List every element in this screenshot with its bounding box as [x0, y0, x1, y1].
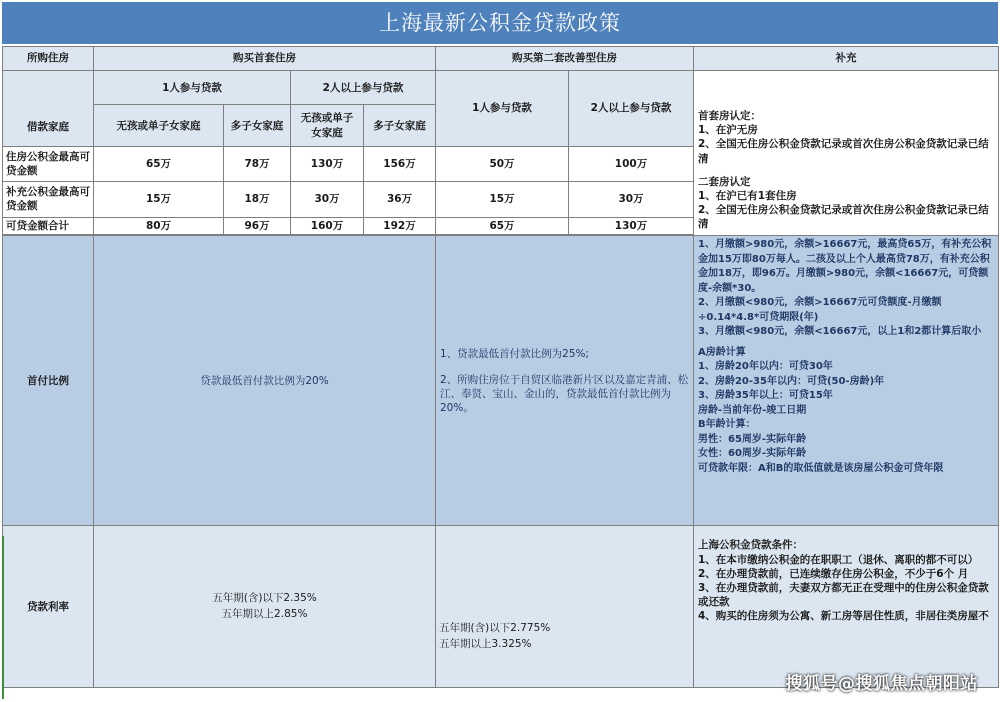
first-two-multi-child: 多子女家庭	[364, 105, 436, 147]
rate-label: 贷款利率	[3, 526, 94, 688]
down-payment-row	[3, 236, 999, 526]
down-payment-label: 首付比例	[3, 236, 94, 526]
notes-quota-calc	[694, 236, 999, 526]
cell-value: 80万	[94, 217, 224, 235]
policy-table	[2, 46, 999, 688]
col-housing-type: 所购住房	[3, 47, 94, 71]
note-line: 上海公积金贷款条件：	[698, 539, 803, 552]
watermark: 搜狐号@搜狐焦点朝阳站	[785, 674, 978, 694]
cell-value: 30万	[291, 182, 364, 217]
first-one-person: 1人参与贷款	[94, 71, 291, 105]
note-line: 3、月缴额<980元，余额<16667元，以上1和2都计算后取小	[698, 326, 982, 338]
note-line: 1、在沪已有1套住房	[698, 189, 797, 202]
family-label	[3, 71, 94, 147]
note-line: 3、房龄35年以上：可贷15年	[698, 390, 833, 402]
first-one-no-child: 无孩或单子女家庭	[94, 105, 224, 147]
note-line: A房龄计算	[698, 346, 746, 358]
cell-value: 36万	[364, 182, 436, 217]
note-line: 1、在沪无房	[698, 124, 758, 137]
supplement-fund-label: 补充公积金最高可贷金额	[3, 182, 94, 217]
interest-rate-row	[3, 526, 999, 688]
note-line: 女性：60周岁-实际年龄	[698, 448, 807, 460]
subheader-row	[3, 71, 999, 105]
note-line: 二套房认定	[698, 175, 751, 188]
header-row	[3, 47, 999, 71]
down-payment-second	[436, 236, 694, 526]
selection-edge	[2, 536, 4, 699]
note-line: 1、房龄20年以内：可贷30年	[698, 361, 833, 373]
rate-first-2: 五年期以上2.85%	[221, 607, 308, 620]
note-line: 1、在本市缴纳公积金的在职职工（退休、离职的都不可以）	[698, 553, 979, 566]
rate-first	[94, 526, 436, 688]
note-line: 1、月缴额>980元，余额>16667元，最高贷65万，有补充公积金加15万即80万每人。二孩及以上个人最高贷78万，有补充公积金加18万，即96万。月缴额>980元，余额<16667元，可贷额度-余额*30。	[698, 239, 992, 294]
col-first-home: 购买首套住房	[94, 47, 436, 71]
cell-value: 65万	[94, 146, 224, 181]
note-line: 2、全国无住房公积金贷款记录或首次住房公积金贷款记录已结清	[698, 138, 989, 165]
first-two-no-child: 无孩或单子女家庭	[291, 105, 364, 147]
cell-value: 65万	[436, 217, 569, 235]
cell-value: 30万	[569, 182, 694, 217]
note-line: 首套房认定：	[698, 110, 761, 122]
note-line: 房龄-当前年份-竣工日期	[698, 404, 807, 416]
note-line: 3、在办理贷款前，夫妻双方都无正在受理中的住房公积金贷款或还款	[698, 581, 989, 609]
second-two-plus: 2人以上参与贷款	[569, 71, 694, 147]
note-line: 4、购买的住房须为公寓、新工房等居住性质，非居住类房屋不	[698, 610, 989, 623]
total-label: 可贷金额合计	[3, 217, 94, 235]
cell-value: 18万	[224, 182, 291, 217]
family-label-text: 借款家庭	[27, 121, 69, 134]
housing-fund-label: 住房公积金最高可贷金额	[3, 146, 94, 181]
rate-second	[436, 526, 694, 688]
note-line: 2、房龄20-35年以内：可贷(50-房龄)年	[698, 375, 885, 387]
down-payment-first: 贷款最低首付款比例为20%	[94, 236, 436, 526]
first-two-plus: 2人以上参与贷款	[291, 71, 436, 105]
cell-value: 130万	[291, 146, 364, 181]
notes-loan-conditions	[694, 526, 999, 688]
down-payment-second-1: 1、贷款最低首付款比例为25%;	[440, 347, 590, 360]
note-line: 2、全国无住房公积金贷款记录或首次住房公积金贷款记录已结清	[698, 204, 989, 231]
notes-home-definition	[694, 71, 999, 236]
first-one-multi-child: 多子女家庭	[224, 105, 291, 147]
cell-value: 50万	[436, 146, 569, 181]
note-line: B年龄计算：	[698, 419, 756, 431]
cell-value: 15万	[94, 182, 224, 217]
cell-value: 160万	[291, 217, 364, 235]
rate-first-1: 五年期(含)以下2.35%	[212, 592, 317, 605]
note-line: 可贷款年限：A和B的取低值就是该房屋公积金可贷年限	[698, 462, 944, 474]
col-second-home: 购买第二套改善型住房	[436, 47, 694, 71]
second-one-person: 1人参与贷款	[436, 71, 569, 147]
note-line: 男性：65周岁-实际年龄	[698, 433, 807, 445]
rate-second-2: 五年期以上3.325%	[439, 638, 532, 651]
col-supplement: 补充	[694, 47, 999, 71]
cell-value: 96万	[224, 217, 291, 235]
down-payment-second-2: 2、所购住房位于自贸区临港新片区以及嘉定青浦、松江、奉贤、宝山、金山的，贷款最低首付款比例为20%。	[440, 373, 689, 415]
rate-second-1: 五年期(含)以下2.775%	[439, 622, 551, 635]
cell-value: 78万	[224, 146, 291, 181]
cell-value: 192万	[364, 217, 436, 235]
cell-value: 15万	[436, 182, 569, 217]
cell-value: 156万	[364, 146, 436, 181]
note-line: 2、在办理贷款前，已连续缴存住房公积金，不少于6个 月	[698, 567, 969, 580]
cell-value: 100万	[569, 146, 694, 181]
cell-value: 130万	[569, 217, 694, 235]
page-title: 上海最新公积金贷款政策	[2, 2, 998, 44]
note-line: 2、月缴额<980元，余额>16667元可贷额度-月缴额÷0.14*4.8*可贷期限(年)	[698, 297, 942, 323]
